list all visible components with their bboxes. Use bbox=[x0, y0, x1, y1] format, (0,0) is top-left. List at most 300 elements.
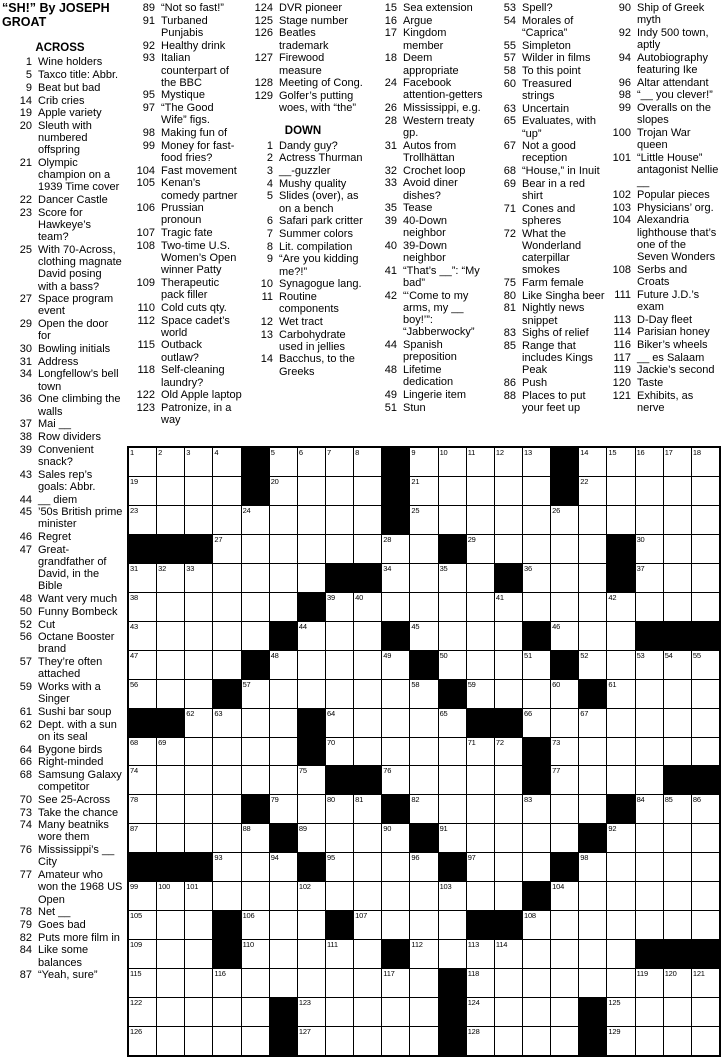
clue-down-60 bbox=[489, 78, 605, 102]
clue-number: 62 bbox=[19, 718, 32, 731]
grid-cell bbox=[636, 593, 663, 621]
clue-down-32 bbox=[370, 165, 487, 177]
clue-text: See 25-Across bbox=[38, 793, 111, 806]
grid-cell bbox=[410, 593, 437, 621]
clue-number: 20 bbox=[19, 119, 32, 132]
grid-cell bbox=[410, 882, 437, 910]
clue-text: Synagogue lang. bbox=[279, 278, 362, 291]
clue-across-78 bbox=[2, 906, 124, 918]
grid-cell bbox=[326, 535, 353, 563]
grid-cell bbox=[607, 593, 634, 621]
grid-cell bbox=[354, 824, 381, 852]
clue-text: Dancer Castle bbox=[38, 194, 108, 207]
clue-number: 125 bbox=[254, 14, 273, 27]
clue-text: Spell? bbox=[522, 2, 553, 14]
grid-cell bbox=[354, 448, 381, 476]
grid-cell bbox=[382, 766, 409, 794]
cell-number: 125 bbox=[608, 998, 621, 1008]
grid-cell bbox=[242, 1027, 269, 1055]
grid-cell bbox=[298, 998, 325, 1026]
grid-cell-black bbox=[298, 709, 325, 737]
grid-cell bbox=[129, 448, 156, 476]
clue-down-75 bbox=[489, 277, 605, 289]
clue-down-14 bbox=[246, 353, 366, 377]
clue-number: 119 bbox=[613, 364, 631, 377]
clue-down-40 bbox=[370, 240, 487, 264]
grid-cell-black bbox=[523, 766, 550, 794]
cell-number: 65 bbox=[439, 708, 448, 718]
grid-cell-black bbox=[242, 795, 269, 823]
clue-text: __-guzzler bbox=[279, 164, 331, 177]
grid-cell bbox=[664, 680, 691, 708]
cell-number: 16 bbox=[636, 448, 645, 457]
grid-cell-black bbox=[664, 766, 691, 794]
grid-cell-black bbox=[439, 853, 466, 881]
grid-cell bbox=[636, 911, 663, 939]
grid-cell bbox=[636, 766, 663, 794]
grid-cell bbox=[242, 766, 269, 794]
clue-number: 70 bbox=[19, 793, 32, 806]
clue-text: Sales rep’s goals: Abbr. bbox=[38, 468, 96, 493]
grid-cell bbox=[523, 593, 550, 621]
clue-across-105 bbox=[128, 177, 242, 201]
grid-cell-black bbox=[242, 477, 269, 505]
clue-down-28 bbox=[370, 115, 487, 139]
clue-text: Longfellow’s bell town bbox=[38, 368, 119, 393]
cell-number: 102 bbox=[298, 882, 311, 892]
grid-cell bbox=[382, 824, 409, 852]
grid-cell bbox=[270, 651, 297, 679]
grid-cell bbox=[636, 853, 663, 881]
grid-cell bbox=[270, 564, 297, 592]
grid-cell bbox=[270, 766, 297, 794]
grid-cell bbox=[242, 940, 269, 968]
grid-cell bbox=[129, 738, 156, 766]
clue-text: Therapeutic pack filler bbox=[161, 276, 220, 302]
clue-across-9 bbox=[2, 82, 124, 94]
cell-number: 115 bbox=[130, 969, 142, 979]
grid-cell bbox=[185, 738, 212, 766]
grid-cell bbox=[636, 680, 663, 708]
clue-number: 108 bbox=[612, 263, 631, 276]
clue-text: Dandy guy? bbox=[279, 139, 338, 152]
clue-text: Not a good reception bbox=[522, 140, 576, 165]
clue-across-125 bbox=[246, 15, 366, 27]
cell-number: 87 bbox=[130, 824, 138, 834]
clue-number: 124 bbox=[254, 2, 273, 14]
clue-text: Push bbox=[522, 377, 548, 390]
grid-cell-black bbox=[213, 911, 240, 939]
clue-text: Tragic fate bbox=[161, 227, 213, 240]
grid-cell bbox=[664, 738, 691, 766]
grid-cell bbox=[326, 622, 353, 650]
cell-number: 27 bbox=[214, 534, 223, 544]
grid-cell bbox=[636, 969, 663, 997]
grid-cell-black bbox=[579, 824, 606, 852]
grid-cell bbox=[636, 795, 663, 823]
grid-cell bbox=[664, 824, 691, 852]
cell-number: 36 bbox=[523, 563, 532, 573]
grid-cell bbox=[607, 738, 634, 766]
grid-cell bbox=[185, 477, 212, 505]
cell-number: 18 bbox=[692, 448, 701, 457]
grid-cell bbox=[270, 593, 297, 621]
clue-across-95 bbox=[128, 89, 242, 101]
grid-cell bbox=[467, 622, 494, 650]
cell-number: 92 bbox=[608, 824, 617, 834]
grid-cell bbox=[270, 535, 297, 563]
clue-across-34 bbox=[2, 368, 124, 392]
clue-across-29 bbox=[2, 318, 124, 342]
grid-cell-black bbox=[467, 709, 494, 737]
clue-text: With 70-Across, clothing magnate David posing with a bass? bbox=[38, 243, 122, 293]
clue-across-19 bbox=[2, 107, 124, 119]
clue-text: Sushi bar soup bbox=[38, 705, 112, 718]
clue-text: Morales of “Caprica” bbox=[522, 14, 574, 39]
across-header: ACROSS bbox=[35, 42, 85, 55]
crossword-grid bbox=[127, 446, 721, 1057]
grid-cell bbox=[129, 477, 156, 505]
clue-number: 65 bbox=[503, 115, 516, 128]
grid-cell bbox=[382, 969, 409, 997]
grid-cell bbox=[664, 535, 691, 563]
clue-down-81 bbox=[489, 302, 605, 326]
clue-number: 71 bbox=[503, 202, 516, 215]
clue-text: Trojan War queen bbox=[637, 127, 691, 152]
clue-down-85 bbox=[489, 340, 605, 377]
grid-cell bbox=[439, 911, 466, 939]
grid-cell bbox=[607, 1027, 634, 1055]
grid-cell bbox=[185, 506, 212, 534]
cell-number: 42 bbox=[608, 592, 617, 602]
grid-cell bbox=[439, 824, 466, 852]
grid-cell bbox=[636, 564, 663, 592]
grid-cell bbox=[664, 564, 691, 592]
grid-cell bbox=[157, 1027, 184, 1055]
clue-down-58 bbox=[489, 65, 605, 77]
clue-text: Olympic champion on a 1939 Time cover bbox=[38, 157, 120, 194]
clue-number: 99 bbox=[618, 102, 631, 115]
grid-cell bbox=[467, 766, 494, 794]
cell-number: 60 bbox=[552, 679, 561, 689]
clue-text: Regret bbox=[38, 531, 72, 544]
grid-cell bbox=[410, 1027, 437, 1055]
grid-cell bbox=[157, 651, 184, 679]
clue-across-129 bbox=[246, 90, 366, 114]
clue-down-4 bbox=[246, 178, 366, 190]
cell-number: 84 bbox=[636, 795, 645, 805]
clue-down-102 bbox=[604, 189, 720, 201]
grid-cell bbox=[326, 1027, 353, 1055]
grid-cell bbox=[157, 593, 184, 621]
clue-text: Convenient snack? bbox=[38, 443, 94, 468]
cell-number: 9 bbox=[411, 448, 416, 457]
cell-number: 15 bbox=[608, 448, 617, 457]
cell-number: 2 bbox=[158, 448, 163, 457]
clue-number: 45 bbox=[19, 506, 32, 519]
grid-cell bbox=[157, 680, 184, 708]
grid-cell bbox=[607, 506, 634, 534]
clue-number: 126 bbox=[254, 27, 273, 40]
cell-number: 121 bbox=[692, 969, 705, 979]
cell-number: 97 bbox=[467, 853, 476, 863]
clue-text: Mississippi, e.g. bbox=[403, 102, 481, 115]
clue-number: 35 bbox=[384, 202, 397, 215]
clue-across-104 bbox=[128, 165, 242, 177]
cell-number: 112 bbox=[411, 940, 423, 950]
clue-number: 28 bbox=[384, 114, 397, 127]
puzzle-title: “SH!” By JOSEPH GROAT bbox=[2, 1, 110, 29]
cell-number: 23 bbox=[130, 505, 138, 515]
grid-cell bbox=[607, 911, 634, 939]
cell-number: 28 bbox=[383, 534, 392, 544]
clue-across-73 bbox=[2, 807, 124, 819]
grid-cell bbox=[523, 709, 550, 737]
grid-cell-black bbox=[692, 766, 719, 794]
clue-number: 109 bbox=[136, 276, 155, 289]
grid-cell-black bbox=[270, 998, 297, 1026]
clue-across-64 bbox=[2, 744, 124, 756]
grid-cell bbox=[213, 535, 240, 563]
clue-down-51 bbox=[370, 402, 487, 414]
grid-cell bbox=[523, 911, 550, 939]
grid-cell bbox=[523, 535, 550, 563]
grid-cell bbox=[354, 709, 381, 737]
clue-across-97 bbox=[128, 102, 242, 126]
clue-number: 86 bbox=[503, 377, 516, 390]
clue-number: 82 bbox=[19, 931, 32, 944]
grid-cell bbox=[692, 795, 719, 823]
clue-down-108 bbox=[604, 264, 720, 288]
clue-text: Uncertain bbox=[522, 102, 570, 115]
grid-cell bbox=[579, 535, 606, 563]
clue-down-65 bbox=[489, 115, 605, 139]
grid-cell bbox=[157, 940, 184, 968]
cell-number: 7 bbox=[326, 448, 331, 457]
grid-cell bbox=[607, 882, 634, 910]
clue-text: Mushy quality bbox=[279, 177, 347, 190]
grid-cell bbox=[551, 882, 578, 910]
clue-number: 31 bbox=[384, 139, 397, 152]
grid-cell bbox=[495, 593, 522, 621]
grid-cell-black bbox=[551, 477, 578, 505]
cell-number: 73 bbox=[552, 737, 561, 747]
cell-number: 77 bbox=[552, 766, 561, 776]
grid-cell bbox=[692, 998, 719, 1026]
clue-down-80 bbox=[489, 290, 605, 302]
grid-cell bbox=[692, 911, 719, 939]
grid-cell bbox=[495, 448, 522, 476]
clue-across-39 bbox=[2, 444, 124, 468]
grid-cell-black bbox=[607, 795, 634, 823]
clue-number: 9 bbox=[25, 81, 32, 94]
clue-text: “__ you clever!” bbox=[637, 89, 713, 102]
grid-cell bbox=[213, 593, 240, 621]
clue-down-16 bbox=[370, 15, 487, 27]
grid-cell bbox=[495, 680, 522, 708]
cell-number: 66 bbox=[523, 708, 532, 718]
clue-text: Samsung Galaxy competitor bbox=[38, 768, 122, 794]
clue-number: 42 bbox=[384, 289, 397, 302]
grid-cell bbox=[185, 680, 212, 708]
clue-across-128 bbox=[246, 77, 366, 89]
clue-number: 48 bbox=[19, 593, 32, 606]
clue-across-37 bbox=[2, 418, 124, 430]
grid-cell bbox=[636, 738, 663, 766]
clue-across-122 bbox=[128, 389, 242, 401]
grid-cell bbox=[129, 882, 156, 910]
grid-cell bbox=[579, 969, 606, 997]
clue-number: 44 bbox=[19, 493, 32, 506]
grid-cell bbox=[382, 564, 409, 592]
cell-number: 57 bbox=[242, 679, 251, 689]
grid-cell bbox=[410, 535, 437, 563]
clue-down-99 bbox=[604, 102, 720, 126]
down-header: DOWN bbox=[284, 125, 322, 138]
clue-down-117 bbox=[604, 352, 720, 364]
grid-cell bbox=[551, 998, 578, 1026]
clue-down-42 bbox=[370, 290, 487, 339]
clue-across-79 bbox=[2, 919, 124, 931]
grid-cell-black bbox=[495, 709, 522, 737]
grid-cell bbox=[157, 824, 184, 852]
clue-column-1 bbox=[2, 2, 124, 982]
clue-number: 81 bbox=[503, 302, 516, 315]
grid-cell bbox=[382, 882, 409, 910]
clue-number: 110 bbox=[137, 301, 155, 314]
clue-down-7 bbox=[246, 228, 366, 240]
grid-cell bbox=[213, 853, 240, 881]
grid-cell bbox=[523, 1027, 550, 1055]
clue-down-49 bbox=[370, 389, 487, 401]
grid-cell bbox=[579, 940, 606, 968]
cell-number: 68 bbox=[130, 737, 138, 747]
clue-down-68 bbox=[489, 165, 605, 177]
clue-across-61 bbox=[2, 706, 124, 718]
clue-number: 17 bbox=[384, 27, 397, 40]
grid-cell bbox=[439, 940, 466, 968]
clue-text: Puts more film in bbox=[38, 931, 120, 944]
clue-text: Great-grandfather of David, in the Bible bbox=[38, 543, 107, 593]
clue-number: 26 bbox=[384, 102, 397, 115]
clue-text: Octane Booster brand bbox=[38, 631, 115, 656]
clue-text: Lifetime dedication bbox=[403, 363, 454, 389]
grid-cell bbox=[410, 940, 437, 968]
grid-cell bbox=[354, 477, 381, 505]
grid-cell bbox=[410, 477, 437, 505]
clue-number: 84 bbox=[19, 944, 32, 957]
clue-number: 104 bbox=[136, 164, 155, 177]
clue-down-12 bbox=[246, 316, 366, 328]
clue-text: Space program event bbox=[38, 293, 114, 318]
clue-down-120 bbox=[604, 377, 720, 389]
grid-cell bbox=[495, 853, 522, 881]
clue-number: 68 bbox=[503, 165, 516, 178]
cell-number: 91 bbox=[439, 824, 448, 834]
grid-cell bbox=[495, 998, 522, 1026]
clue-number: 92 bbox=[618, 26, 631, 39]
grid-cell-black bbox=[157, 853, 184, 881]
cell-number: 10 bbox=[439, 448, 448, 457]
clue-across-115 bbox=[128, 339, 242, 363]
grid-cell bbox=[551, 824, 578, 852]
clue-across-20 bbox=[2, 120, 124, 157]
grid-cell-black bbox=[467, 911, 494, 939]
clue-number: 116 bbox=[613, 338, 631, 351]
clue-number: 127 bbox=[254, 52, 273, 65]
grid-cell bbox=[157, 911, 184, 939]
grid-cell bbox=[692, 535, 719, 563]
clue-text: Altar attendant bbox=[637, 76, 709, 89]
cell-number: 103 bbox=[439, 882, 452, 892]
grid-cell-black bbox=[157, 535, 184, 563]
grid-cell bbox=[579, 738, 606, 766]
clue-number: 49 bbox=[384, 388, 397, 401]
clue-number: 34 bbox=[19, 368, 32, 381]
clue-text: Want very much bbox=[38, 593, 118, 606]
grid-cell bbox=[439, 448, 466, 476]
grid-cell-black bbox=[382, 795, 409, 823]
grid-cell bbox=[410, 911, 437, 939]
clue-down-11 bbox=[246, 291, 366, 315]
grid-cell bbox=[270, 477, 297, 505]
clue-text: Kenan’s comedy partner bbox=[161, 177, 238, 202]
grid-cell bbox=[664, 651, 691, 679]
clue-down-104 bbox=[604, 214, 720, 263]
clue-down-33 bbox=[370, 177, 487, 201]
clue-text: Argue bbox=[403, 14, 433, 27]
cell-number: 122 bbox=[130, 998, 142, 1008]
clue-number: 100 bbox=[612, 127, 631, 140]
clue-number: 67 bbox=[503, 140, 516, 153]
clue-across-50 bbox=[2, 606, 124, 618]
clue-number: 14 bbox=[260, 353, 273, 366]
grid-cell-black bbox=[185, 853, 212, 881]
clue-number: 69 bbox=[503, 177, 516, 190]
clue-number: 47 bbox=[19, 543, 32, 556]
cell-number: 109 bbox=[130, 940, 142, 950]
clue-text: Farm female bbox=[522, 276, 584, 289]
clue-number: 4 bbox=[266, 177, 273, 190]
grid-cell bbox=[551, 940, 578, 968]
clue-down-17 bbox=[370, 27, 487, 51]
clue-number: 13 bbox=[260, 328, 273, 341]
clue-number: 43 bbox=[19, 468, 32, 481]
clue-across-127 bbox=[246, 52, 366, 76]
grid-cell-black bbox=[495, 911, 522, 939]
clue-text: Popular pieces bbox=[637, 189, 710, 202]
cell-number: 111 bbox=[326, 940, 338, 950]
grid-cell bbox=[354, 622, 381, 650]
cell-number: 20 bbox=[270, 476, 279, 486]
grid-cell bbox=[636, 709, 663, 737]
grid-cell bbox=[129, 593, 156, 621]
clue-across-92 bbox=[128, 40, 242, 52]
grid-cell bbox=[410, 680, 437, 708]
cell-number: 39 bbox=[326, 592, 335, 602]
clue-text: Routine components bbox=[279, 290, 339, 316]
grid-cell bbox=[326, 709, 353, 737]
clue-text: Wilder in films bbox=[522, 52, 591, 65]
clue-across-36 bbox=[2, 393, 124, 417]
cell-number: 107 bbox=[355, 911, 368, 921]
clue-across-47 bbox=[2, 544, 124, 593]
clue-text: Outback outlaw? bbox=[161, 339, 202, 364]
clue-number: 46 bbox=[19, 531, 32, 544]
grid-cell bbox=[467, 853, 494, 881]
clue-number: 85 bbox=[503, 339, 516, 352]
clue-down-57 bbox=[489, 52, 605, 64]
